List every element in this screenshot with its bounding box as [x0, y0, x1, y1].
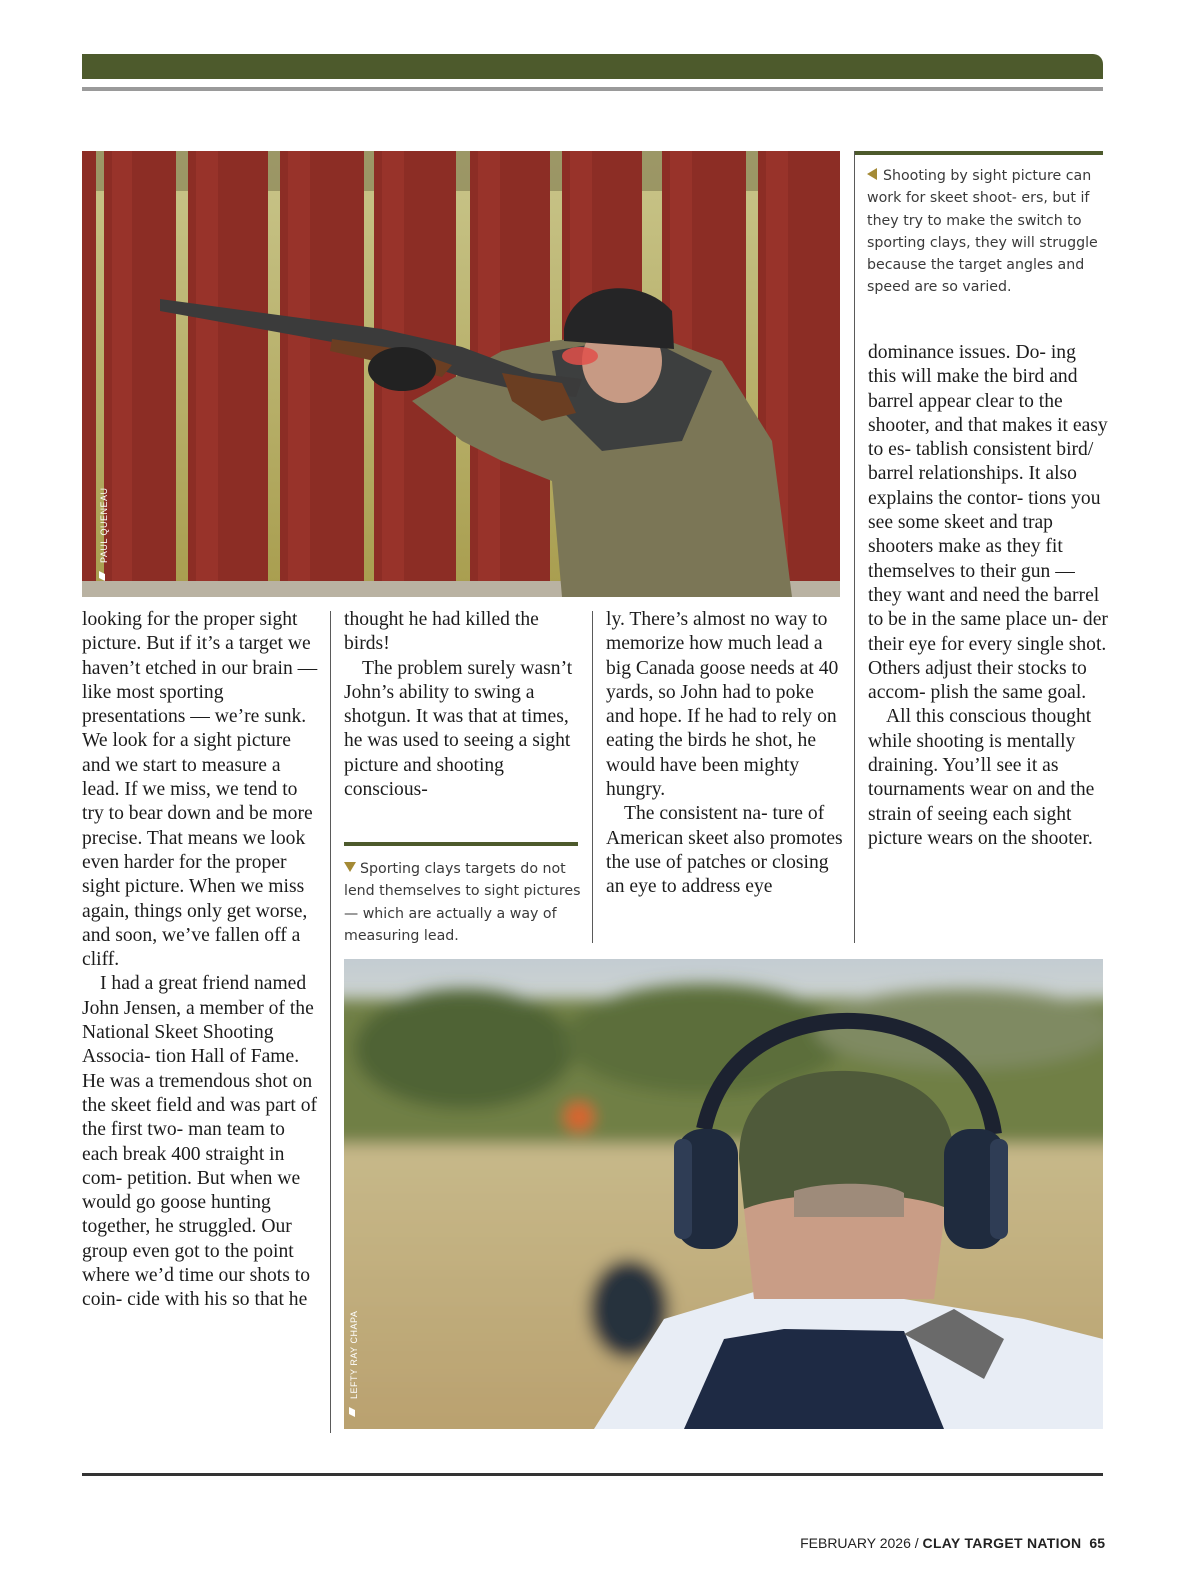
caption-top [867, 165, 1103, 299]
caption-arrow-left-icon [867, 168, 877, 180]
page-number: 65 [1089, 1535, 1105, 1551]
header-color-bar [82, 54, 1103, 79]
photo-shooter-red-fence [82, 151, 840, 597]
footer-magazine-name: CLAY TARGET NATION [922, 1535, 1082, 1551]
paragraph: All this conscious thought while shooting is mentally draining. You’ll see it as tournaments wear on and the strain of seeing each sight picture wears on the shooter. [868, 706, 1095, 849]
page-footer [800, 1535, 1105, 1551]
body-column-3 [606, 608, 844, 900]
paragraph: The problem surely wasn’t John’s ability to swing a shotgun. It was that at times, he was used to seeing a sight picture and shooting conscious- [344, 657, 573, 801]
paragraph: I had a great friend named John Jensen, a member of the National Skeet Shooting Associa- tion Hall of Fame. He was a tremendous shot on the skeet field and was part of the first two- man team to each break 400 straight in com- petition. But when we would go goose hunting together, he struggled. Our group even got to the point where we’d time our shots to coin- cide with his so that he [82, 973, 318, 1311]
caption-middle-text: Sporting clays targets do not lend themselves to sight pictures— which are actually a way of measuring lead. [344, 861, 581, 944]
caption-top-text: Shooting by sight picture can work for skeet shoot- ers, but if they try to make the switch to sporting clays, they will struggle because the target angles and speed are so varied. [867, 168, 1098, 296]
paragraph: ly. There’s almost no way to memorize how much lead a big Canada goose needs at 40 yards, so John had to poke and hope. If he had to rely on eating the birds he shot, he would have been mighty hungry. [606, 609, 839, 801]
column-rule-2 [330, 611, 331, 1433]
body-column-2 [344, 608, 582, 802]
photo-credit-top: PAUL QUENEAU [99, 487, 109, 563]
paragraph: The consistent na- ture of American skeet also promotes the use of patches or closing an eye to address eye [606, 803, 843, 898]
footer-rule [82, 1473, 1103, 1476]
column-rule-3 [592, 611, 593, 943]
paragraph: thought he had killed the birds! [344, 609, 539, 655]
paragraph: dominance issues. Do- ing this will make the bird and barrel appear clear to the shooter, and that makes it easy to es- tablish consistent bird/ barrel relationships. It also explains the contor- tions you see some skeet and trap shooters make as they fit themselves to their gun — they want and need the barrel to be in the same place un- der their eye for every single shot. Others adjust their stocks to accom- plish the same goal. [868, 342, 1108, 704]
caption-middle [344, 858, 582, 947]
photo-credit-bottom: LEFTY RAY CHAPA [349, 1310, 359, 1399]
caption-rule-middle [344, 842, 578, 846]
footer-separator: / [910, 1535, 923, 1551]
body-column-4 [868, 341, 1108, 851]
paragraph: looking for the proper sight picture. But if it’s a target we haven’t etched in our brain — like most sporting presentations — we’re sunk. We look for a sight picture and we start to measure a lead. If we miss, we tend to try to bear down and be more precise. That means we look even harder for the proper sight picture. When we miss again, things only get worse, and soon, we’ve fallen off a cliff. [82, 609, 318, 971]
caption-arrow-down-icon [344, 862, 356, 872]
caption-rule-top [855, 151, 1103, 155]
photo-shooter-earmuffs-image [344, 959, 1103, 1429]
footer-date: FEBRUARY 2026 [800, 1535, 911, 1551]
photo-shooter-earmuffs [344, 959, 1103, 1429]
body-column-1 [82, 608, 320, 1313]
header-rule [82, 87, 1103, 91]
column-rule-4 [854, 151, 855, 943]
photo-shooter-red-fence-image [82, 151, 840, 597]
